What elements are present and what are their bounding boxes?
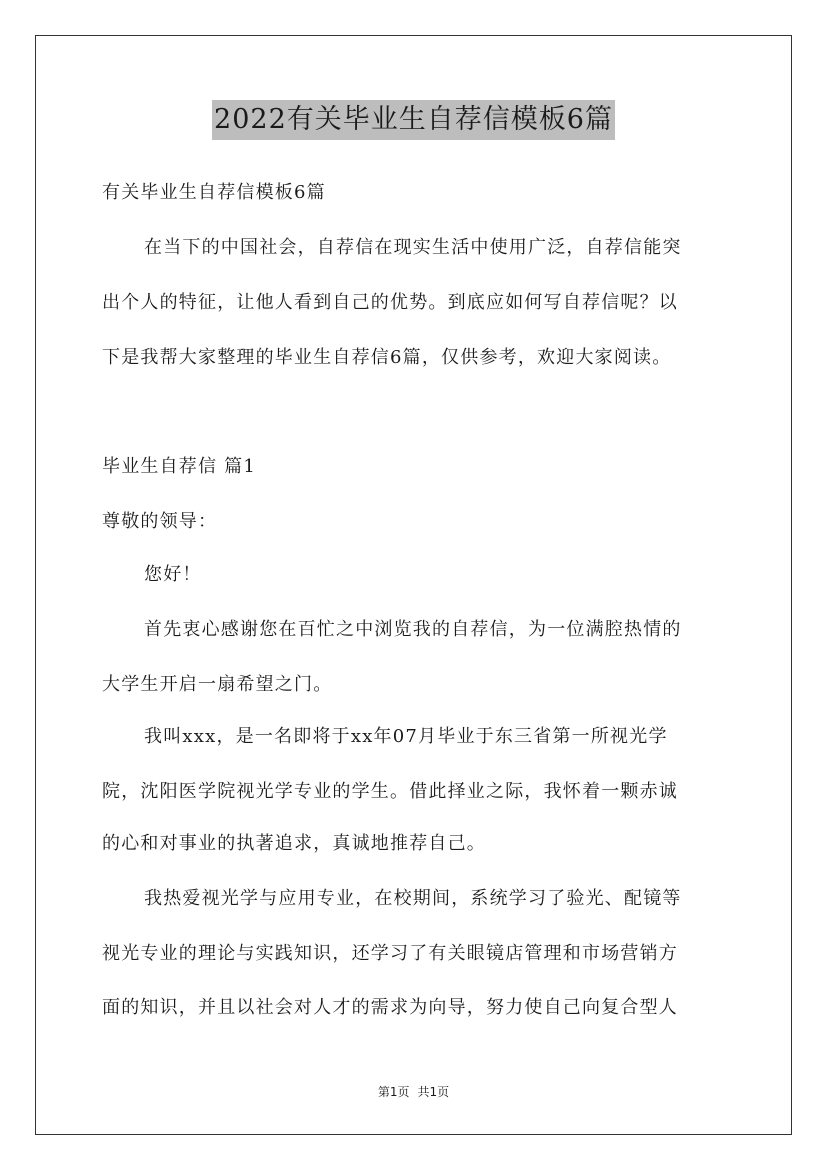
- page-total: 共1页: [417, 1085, 450, 1099]
- paragraph2-line-2: 院，沈阳医学院视光学专业的学生。借此择业之际，我怀着一颗赤诚: [102, 781, 678, 802]
- greeting: 您好！: [144, 564, 202, 585]
- paragraph3-line-1: 我热爱视光学与应用专业，在校期间，系统学习了验光、配镜等: [144, 888, 682, 909]
- paragraph1-line-1: 首先衷心感谢您在百忙之中浏览我的自荐信，为一位满腔热情的: [144, 619, 682, 640]
- document-subtitle: 有关毕业生自荐信模板6篇: [102, 182, 326, 203]
- intro-line-3: 下是我帮大家整理的毕业生自荐信6篇，仅供参考，欢迎大家阅读。: [102, 347, 672, 368]
- paragraph1-line-2: 大学生开启一扇希望之门。: [102, 674, 333, 695]
- intro-line-2: 出个人的特征，让他人看到自己的优势。到底应如何写自荐信呢？以: [102, 292, 678, 313]
- section-heading: 毕业生自荐信 篇1: [102, 456, 256, 477]
- paragraph2-line-1: 我叫xxx，是一名即将于xx年07月毕业于东三省第一所视光学: [144, 726, 668, 747]
- page-number: 第1页: [377, 1085, 410, 1099]
- title-container: [0, 100, 827, 140]
- intro-line-1: 在当下的中国社会，自荐信在现实生活中使用广泛，自荐信能突: [144, 237, 682, 258]
- paragraph3-line-3: 面的知识，并且以社会对人才的需求为向导，努力使自己向复合型人: [102, 997, 678, 1018]
- salutation: 尊敬的领导：: [102, 511, 218, 532]
- page-footer: [0, 1083, 827, 1100]
- paragraph2-line-3: 的心和对事业的执著追求，真诚地推荐自己。: [102, 833, 486, 854]
- paragraph3-line-2: 视光专业的理论与实践知识，还学习了有关眼镜店管理和市场营销方: [102, 943, 678, 964]
- document-title: 2022有关毕业生自荐信模板6篇: [212, 100, 615, 140]
